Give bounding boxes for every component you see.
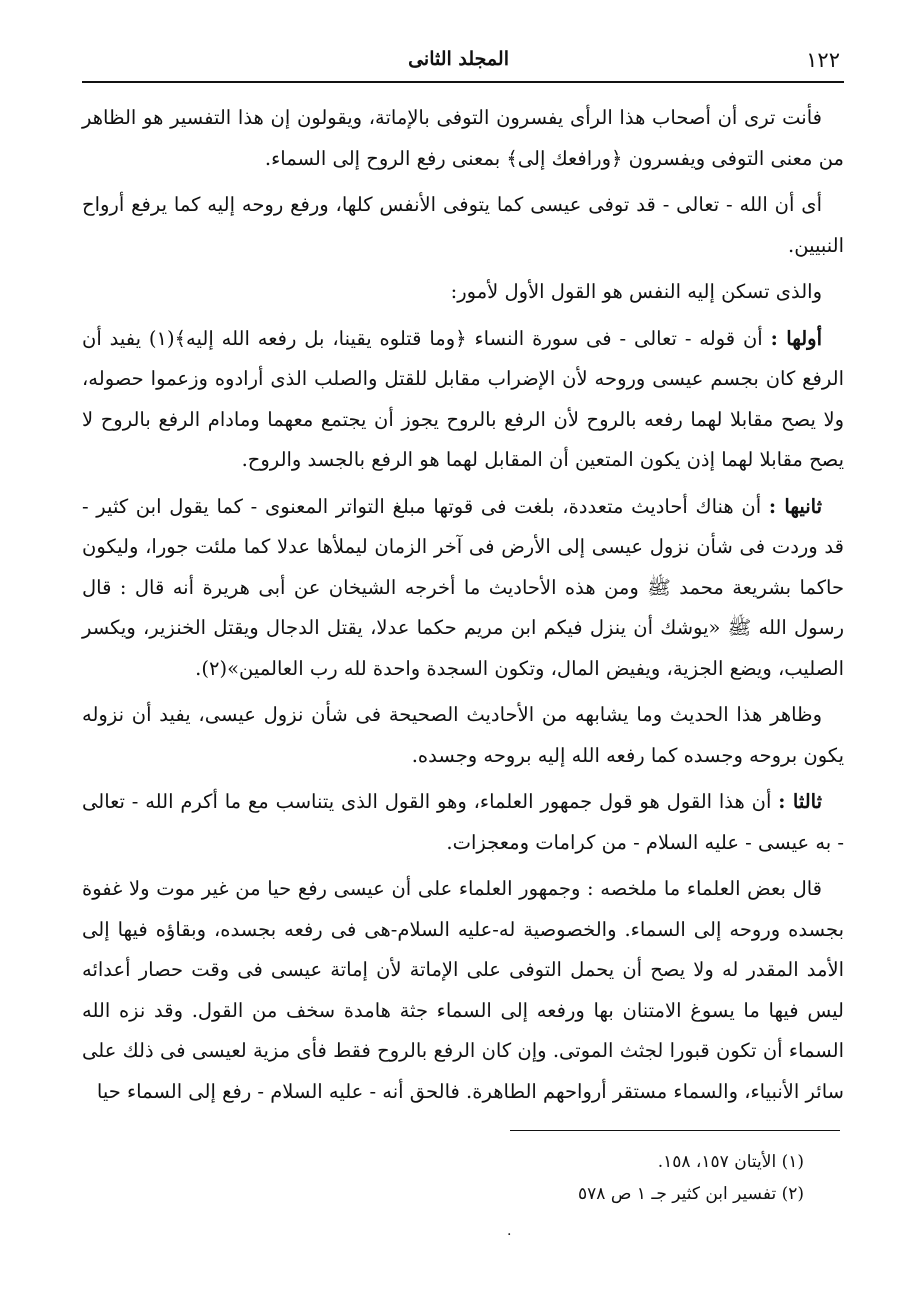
paragraph: أولها : أن قوله - تعالى - فى سورة النساء ﴿وما قتلوه يقينا، بل رفعه الله إليه﴾(١) يفيد أن الرفع كان بجسم عيسى وروحه لأن الإضراب مقابل للقتل والصلب الذى أرادوه وزعموا حصوله، ولا يصح مقابلا لهما رفعه بالروح لأن الرفع بالروح يجوز أن يجتمع معهما ومادام الرفع بالروح لا يصح مقابلا لهما إذن يكون المتعين أن المقابل لهما هو الرفع بالجسد والروح. bbox=[82, 326, 844, 471]
page-number: ١٢٢ bbox=[806, 48, 840, 72]
paragraph: والذى تسكن إليه النفس هو القول الأول لأمور: bbox=[450, 280, 822, 303]
paragraph-lead: أولها : bbox=[770, 326, 822, 350]
page-mark: . bbox=[507, 1223, 512, 1239]
footnote: (١) الأيتان ١٥٧، ١٥٨. bbox=[657, 1152, 804, 1172]
paragraph: ثالثا : أن هذا القول هو قول جمهور العلماء، وهو القول الذى يتناسب مع ما أكرم الله - تعالى - به عيسى - عليه السلام - من كرامات ومعجزات. bbox=[82, 790, 844, 854]
header-divider bbox=[82, 81, 844, 83]
footnote-divider bbox=[510, 1130, 840, 1131]
paragraph: ثانيها : أن هناك أحاديث متعددة، بلغت فى قوتها مبلغ التواتر المعنوى - كما يقول ابن كثير - قد وردت فى شأن نزول عيسى إلى الأرض فى آخر الزمان ليملأها عدلا كما ملئت جورا، وليكون حاكما بشريعة محمد ﷺ ومن هذه الأحاديث ما أخرجه الشيخان عن أبى هريرة أنه قال : قال رسول الله ﷺ «يوشك أن ينزل فيكم ابن مريم حكما عدلا، يقتل الدجال ويقتل الخنزير، ويكسر الصليب، ويضع الجزية، ويفيض المال، وتكون السجدة واحدة لله رب العالمين»(٢). bbox=[82, 494, 844, 680]
main-text bbox=[82, 98, 844, 1118]
page-header bbox=[82, 46, 844, 80]
volume-title: المجلد الثانى bbox=[408, 48, 509, 70]
paragraph: وظاهر هذا الحديث وما يشابهه من الأحاديث الصحيحة فى شأن نزول عيسى، يفيد أن نزوله يكون بروحه وجسده كما رفعه الله إليه بروحه وجسده. bbox=[82, 703, 844, 767]
paragraph-lead: ثانيها : bbox=[768, 494, 822, 518]
footnotes bbox=[82, 1146, 804, 1210]
footnote: (٢) تفسير ابن كثير جـ ١ ص ٥٧٨ bbox=[578, 1184, 804, 1204]
paragraph-lead: ثالثا : bbox=[778, 790, 823, 813]
paragraph: قال بعض العلماء ما ملخصه : وجمهور العلماء على أن عيسى رفع حيا من غير موت ولا غفوة بجسده وروحه إلى السماء. والخصوصية له-عليه السلام-هى فى رفعه بجسده، وبقاؤه فيها إلى الأمد المقدر له ولا يصح أن يحمل التوفى على الإماتة لأن إماتة عيسى فى وقت حصار أعدائه ليس فيها ما يسوغ الامتنان بها ورفعه إلى السماء جثة هامدة سخف من القول. وقد نزه الله السماء أن تكون قبورا لجثث الموتى. وإن كان الرفع بالروح فقط فأى مزية لعيسى فى ذلك على سائر الأنبياء، والسماء مستقر أرواحهم الطاهرة. فالحق أنه - عليه السلام - رفع إلى السماء حيا bbox=[82, 877, 844, 1103]
paragraph: أى أن الله - تعالى - قد توفى عيسى كما يتوفى الأنفس كلها، ورفع روحه إليه كما يرفع أرواح النبيين. bbox=[82, 193, 844, 257]
paragraph: فأنت ترى أن أصحاب هذا الرأى يفسرون التوفى بالإماتة، ويقولون إن هذا التفسير هو الظاهر من معنى التوفى ويفسرون ﴿ورافعك إلى﴾ بمعنى رفع الروح إلى السماء. bbox=[82, 106, 844, 170]
